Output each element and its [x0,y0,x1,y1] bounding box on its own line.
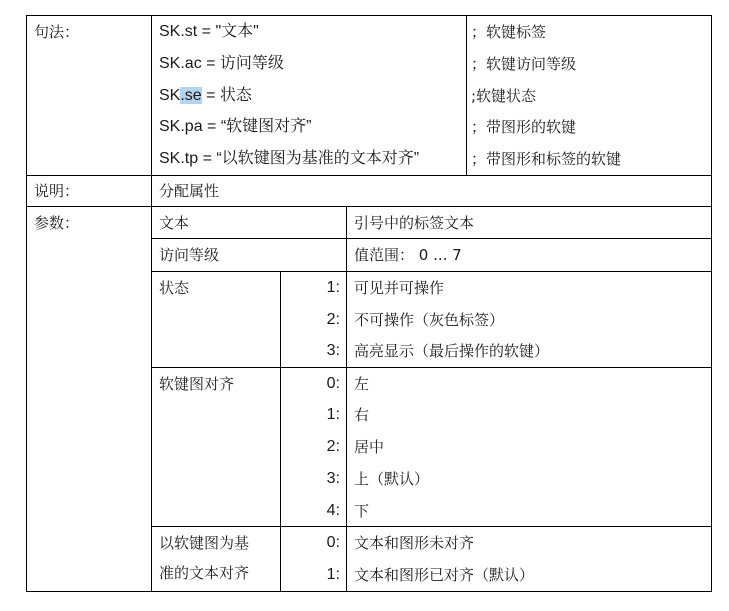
align-option-text: 左 [354,375,370,393]
syntax-comment-2: ；软键访问等级 [471,55,577,73]
param-text-align-name-line2: 准的文本对齐 [159,564,250,582]
syntax-line-4: SK.pa = “软键图对齐” [159,118,312,135]
syntax-line-1: SK.st = "文本" [159,23,259,40]
comment-col-divider [466,15,467,175]
table-rule-syntax [26,175,712,176]
table-rule-access [152,271,712,272]
selected-text: .se [180,87,202,104]
syntax-label: 句法： [34,23,80,41]
table-rule-align [152,526,712,527]
align-option-text: 右 [354,406,370,424]
text-align-option-text: 文本和图形已对齐（默认） [354,566,535,584]
param-text-name: 文本 [159,214,190,232]
param-access-name: 访问等级 [159,246,220,264]
table-rule-state [152,367,712,368]
state-option-index: 2: [326,311,340,328]
description-label: 说明： [34,182,80,200]
table-border-top [26,15,712,16]
table-col-divider [151,15,152,592]
table-border-right [711,15,712,592]
syntax-comment-4: ；带图形的软键 [471,118,577,136]
syntax-line-5: SK.tp = “以软键图为基准的文本对齐” [159,150,420,167]
align-option-index: 4: [326,502,340,519]
param-align-name: 软键图对齐 [159,375,235,393]
align-option-index: 1: [326,406,340,423]
text-align-option-text: 文本和图形未对齐 [354,534,475,552]
description-value: 分配属性 [159,182,220,200]
param-desc-divider [346,206,347,592]
syntax-line-2: SK.ac = 访问等级 [159,55,284,72]
align-option-index: 3: [326,470,340,487]
param-text-desc: 引号中的标签文本 [354,214,475,232]
table-border-left [26,15,27,592]
syntax-comment-3: ;软键状态 [471,87,537,105]
syntax-comment-1: ；软键标签 [471,23,547,41]
syntax-comment-5: ；带图形和标签的软键 [471,150,622,168]
syntax-line-3: SK.se = 状态 [159,87,252,104]
align-option-text: 上（默认） [354,470,430,488]
param-access-desc: 值范围： 0 ... 7 [354,246,462,264]
text-align-option-index: 0: [326,534,340,551]
align-option-text: 下 [354,502,370,520]
table-rule-text [152,238,712,239]
state-option-index: 3: [326,342,340,359]
state-option-text: 不可操作（灰色标签） [354,311,505,329]
align-option-index: 0: [326,375,340,392]
table-rule-description [26,206,712,207]
param-text-align-name-line1: 以软键图为基 [159,534,250,552]
param-state-name: 状态 [159,279,190,297]
state-option-text: 高亮显示（最后操作的软键） [354,342,550,360]
param-name-divider [280,271,281,592]
table-border-bottom [26,591,712,592]
align-option-index: 2: [326,438,340,455]
state-option-index: 1: [326,279,340,296]
align-option-text: 居中 [354,438,385,456]
params-label: 参数： [34,214,80,232]
state-option-text: 可见并可操作 [354,279,445,297]
text-align-option-index: 1: [326,566,340,583]
